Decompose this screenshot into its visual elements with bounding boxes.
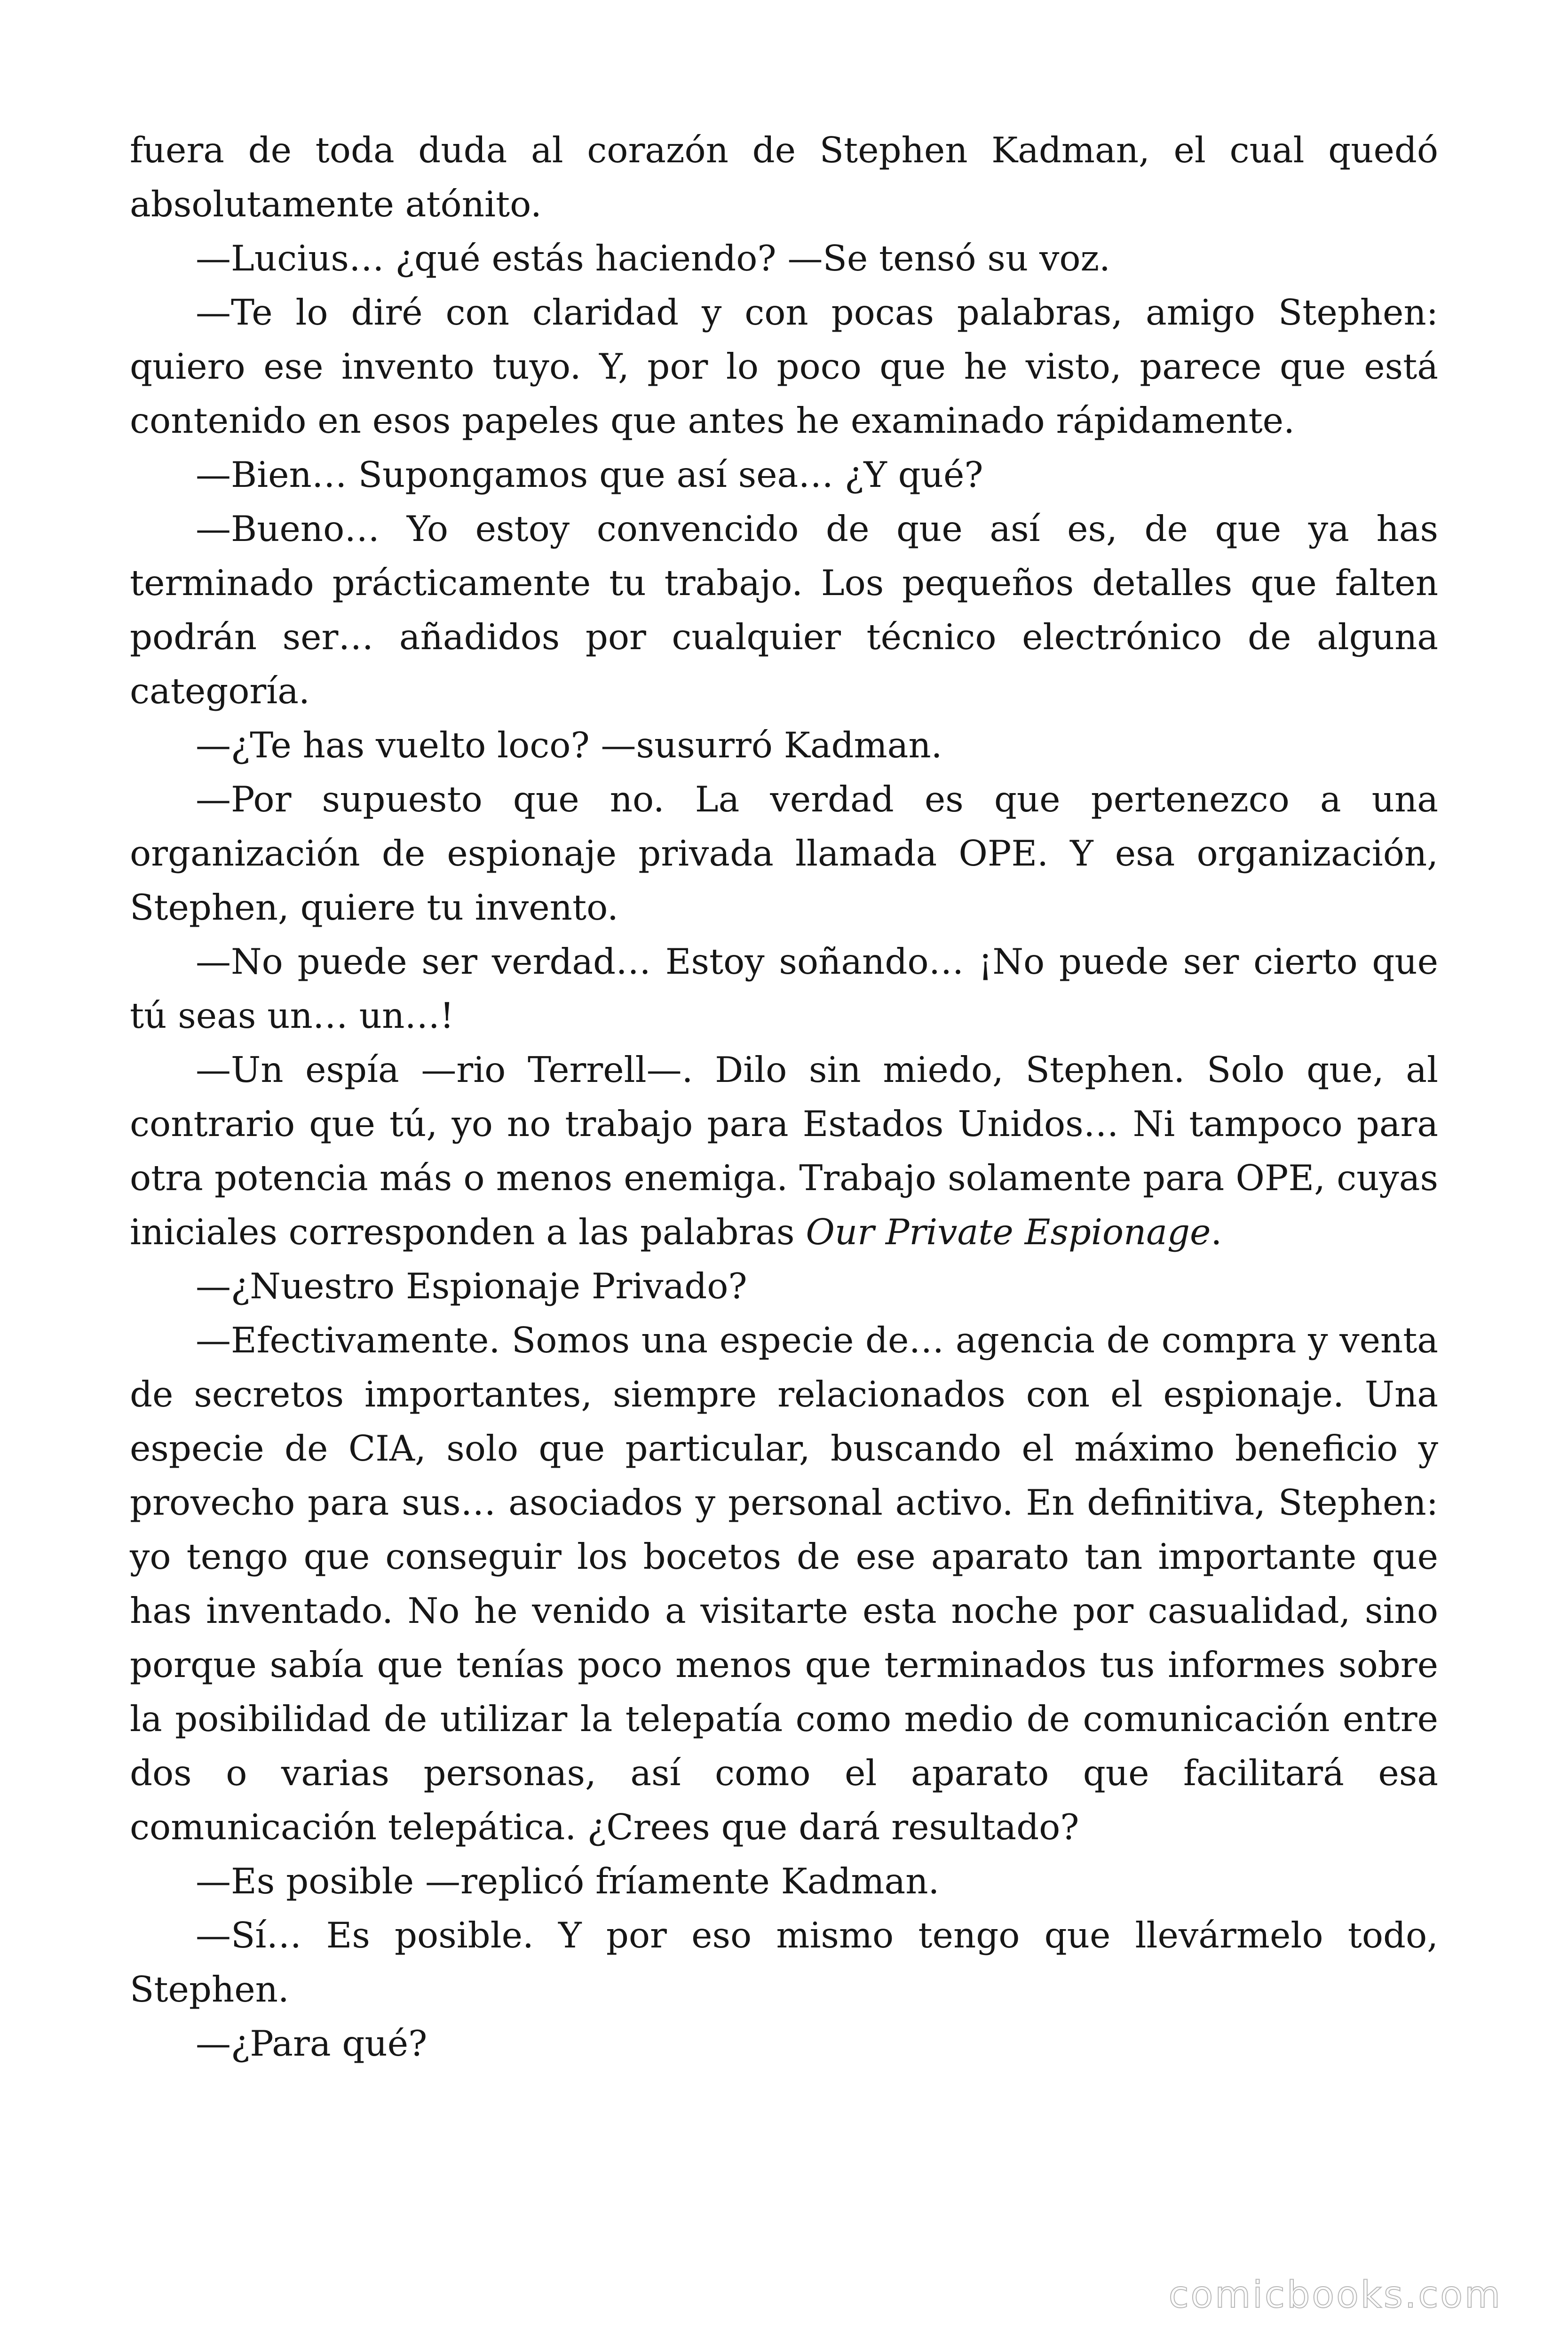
paragraph: fuera de toda duda al corazón de Stephen Kadman, el cual quedó absolutamente atónito. xyxy=(130,129,1438,225)
paragraph: —Es posible —replicó fríamente Kadman. xyxy=(196,1860,940,1902)
watermark: comicbooks.com xyxy=(1168,2274,1502,2316)
paragraph: —No puede ser verdad… Estoy soñando… ¡No puede ser cierto que tú seas un… un…! xyxy=(130,941,1438,1036)
paragraph: —Lucius… ¿qué estás haciendo? —Se tensó su voz. xyxy=(196,238,1110,279)
italic-phrase: Our Private Espionage xyxy=(806,1211,1211,1253)
paragraph: —Un espía —rio Terrell—. Dilo sin miedo, Stephen. Solo que, al contrario que tú, yo no trabajo para Estados Unidos… Ni tampoco para otra potencia más o menos enemiga. Trabajo solamente para OPE, cuyas iniciales corresponden a las palabras Our Private Espionage. xyxy=(130,1049,1438,1253)
paragraph: —¿Te has vuelto loco? —susurró Kadman. xyxy=(196,724,942,766)
paragraph: —¿Para qué? xyxy=(196,2023,428,2064)
paragraph: —Bien… Supongamos que así sea… ¿Y qué? xyxy=(196,454,983,495)
paragraph: —¿Nuestro Espionaje Privado? xyxy=(196,1265,747,1307)
paragraph: —Sí… Es posible. Y por eso mismo tengo que llevármelo todo, Stephen. xyxy=(130,1915,1438,2010)
paragraph: —Efectivamente. Somos una especie de… agencia de compra y venta de secretos importantes, siempre relacionados con el espionaje. Una especie de CIA, solo que particular, buscando el máximo beneficio y provecho para sus… asociados y personal activo. En definitiva, Stephen: yo tengo que conseguir los bocetos de ese aparato tan importante que has inventado. No he venido a visitarte esta noche por casualidad, sino porque sabía que tenías poco menos que terminados tus informes sobre la posibilidad de utilizar la telepatía como medio de comunicación entre dos o varias personas, así como el aparato que facilitará esa comunicación telepática. ¿Crees que dará resultado? xyxy=(130,1319,1438,1848)
paragraph: —Te lo diré con claridad y con pocas palabras, amigo Stephen: quiero ese invento tuyo. Y, por lo poco que he visto, parece que está contenido en esos papeles que antes he examinado rápidamente. xyxy=(130,292,1438,441)
paragraph: —Por supuesto que no. La verdad es que pertenezco a una organización de espionaje privada llamada OPE. Y esa organización, Stephen, quiere tu invento. xyxy=(130,779,1438,928)
body-text xyxy=(130,123,1438,2071)
paragraph: —Bueno… Yo estoy convencido de que así es, de que ya has terminado prácticamente tu trabajo. Los pequeños detalles que falten podrán ser… añadidos por cualquier técnico electrónico de alguna categoría. xyxy=(130,508,1438,712)
